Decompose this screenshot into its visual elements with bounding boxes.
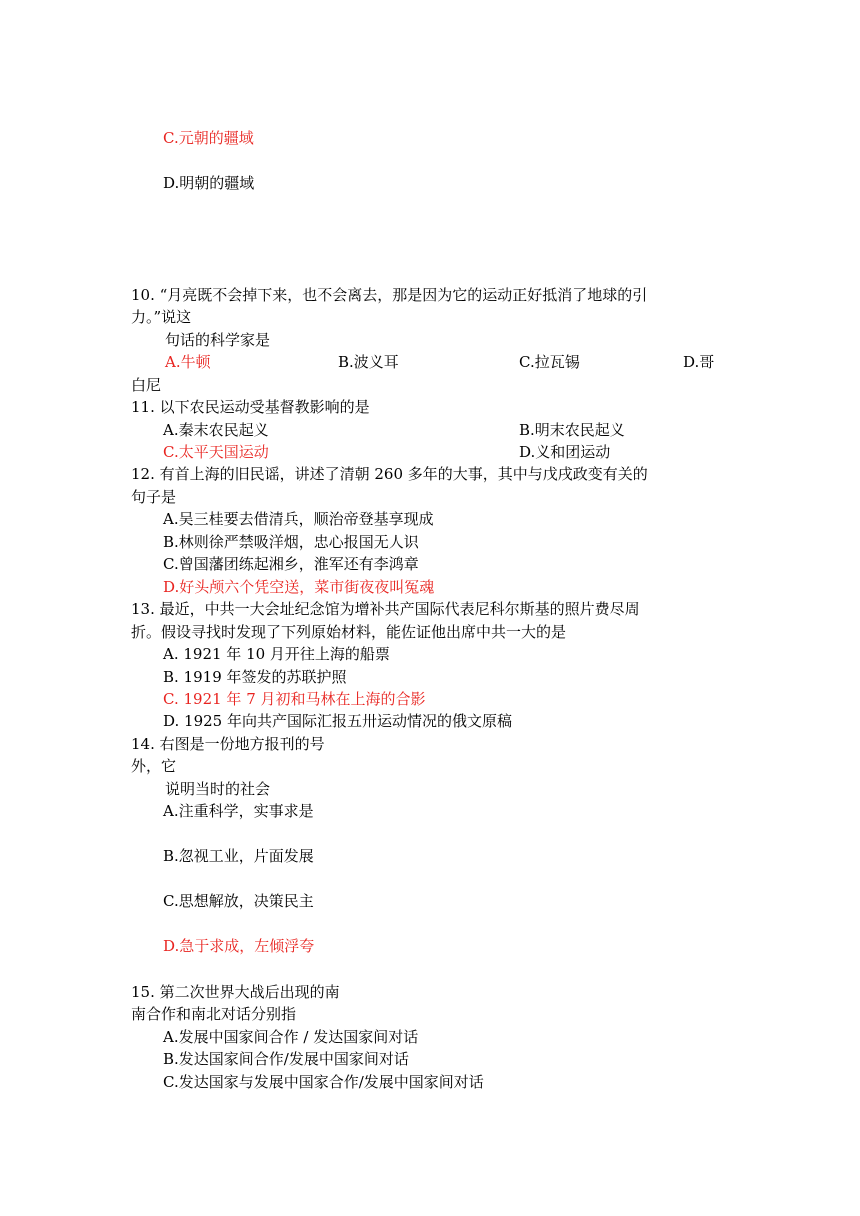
q12-option-c: C.曾国藩团练起湘乡，淮军还有李鸿章 bbox=[163, 555, 419, 573]
q11-option-c: C.太平天国运动 bbox=[163, 443, 269, 461]
q15-option-a: A.发展中国家间合作 / 发达国家间对话 bbox=[163, 1028, 419, 1046]
q9-option-d: D.明朝的疆域 bbox=[163, 174, 255, 192]
q10-option-c: C.拉瓦锡 bbox=[519, 353, 580, 371]
q15-option-b: B.发达国家间合作/发展中国家间对话 bbox=[163, 1050, 409, 1068]
q9-option-c: C.元朝的疆域 bbox=[163, 129, 254, 147]
q12-option-d: D.好头颅六个凭空送，菜市街夜夜叫冤魂 bbox=[163, 578, 435, 596]
q13-option-b: B. 1919 年签发的苏联护照 bbox=[163, 668, 347, 686]
q10-stem-line1: 10. “月亮既不会掉下来，也不会离去，那是因为它的运动正好抵消了地球的引 bbox=[131, 286, 648, 304]
q10-option-d-part1: D.哥 bbox=[683, 353, 715, 371]
q15-option-c: C.发达国家与发展中国家合作/发展中国家间对话 bbox=[163, 1073, 484, 1091]
q12-stem-line2: 句子是 bbox=[131, 488, 177, 506]
q12-stem-line1: 12. 有首上海的旧民谣，讲述了清朝 260 多年的大事，其中与戊戌政变有关的 bbox=[131, 465, 648, 483]
q15-stem-line1: 15. 第二次世界大战后出现的南 bbox=[131, 983, 340, 1001]
q14-option-d: D.急于求成，左倾浮夸 bbox=[163, 937, 315, 955]
q10-option-a: A.牛顿 bbox=[165, 353, 211, 371]
q10-stem-line2: 力。”说这 bbox=[131, 308, 192, 326]
q11-option-d: D.义和团运动 bbox=[519, 443, 611, 461]
q13-option-d: D. 1925 年向共产国际汇报五卅运动情况的俄文原稿 bbox=[163, 712, 512, 730]
q13-stem-line2: 折。假设寻找时发现了下列原始材料，能佐证他出席中共一大的是 bbox=[131, 623, 567, 641]
q13-option-a: A. 1921 年 10 月开往上海的船票 bbox=[163, 645, 390, 663]
q10-option-b: B.波义耳 bbox=[338, 353, 399, 371]
q13-stem-line1: 13. 最近，中共一大会址纪念馆为增补共产国际代表尼科尔斯基的照片费尽周 bbox=[131, 600, 640, 618]
q12-option-b: B.林则徐严禁吸洋烟，忠心报国无人识 bbox=[163, 533, 419, 551]
q14-stem-line1: 14. 右图是一份地方报刊的号 bbox=[131, 735, 325, 753]
q14-stem-line3: 说明当时的社会 bbox=[165, 780, 271, 798]
q14-stem-line2: 外，它 bbox=[131, 757, 177, 775]
q14-option-c: C.思想解放，决策民主 bbox=[163, 892, 314, 910]
q11-option-a: A.秦末农民起义 bbox=[163, 421, 269, 439]
q10-stem-line3: 句话的科学家是 bbox=[165, 331, 271, 349]
q15-stem-line2: 南合作和南北对话分别指 bbox=[131, 1005, 297, 1023]
q12-option-a: A.吴三桂要去借清兵，顺治帝登基享现成 bbox=[163, 510, 434, 528]
q10-option-d-part2: 白尼 bbox=[131, 376, 162, 394]
q11-stem: 11. 以下农民运动受基督教影响的是 bbox=[131, 398, 370, 416]
q14-option-b: B.忽视工业，片面发展 bbox=[163, 847, 314, 865]
q14-option-a: A.注重科学，实事求是 bbox=[163, 802, 314, 820]
q11-option-b: B.明末农民起义 bbox=[519, 421, 625, 439]
q13-option-c: C. 1921 年 7 月初和马林在上海的合影 bbox=[163, 690, 426, 708]
